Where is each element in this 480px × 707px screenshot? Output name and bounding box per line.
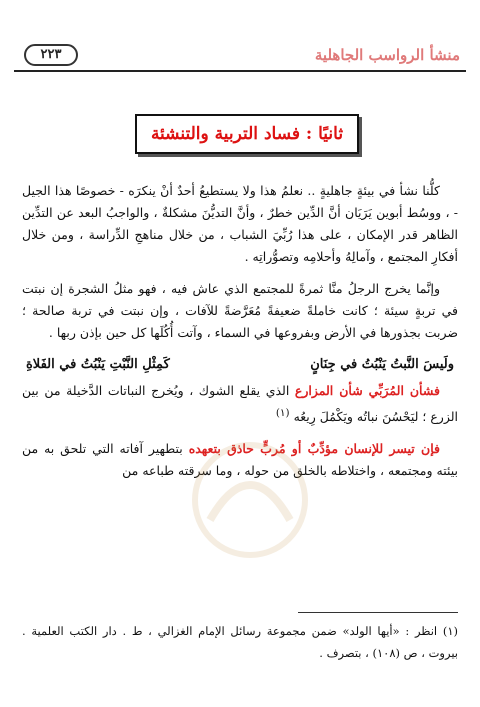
- paragraph-1: كلُّنا نشأ في بيئةٍ جاهليةٍ .. نعلمُ هذا ولا يستطيعُ أحدٌ أنْ ينكرَه - خصوصًا هذا الجيل - ، ووسُط أبوين يَرَيَان أنَّ الدِّين خطرٌ ، وأنَّ التديُّنَ مشكلةٌ ، والواجبُ البعد عن التدِّين الظاهر قدر الإمكان ، على هذا رُبِّيَ الشباب ، من خلال مناهجِ الدِّراسة ، ومن خلال أفكارِ المجتمع ، وآمالِهُ وأحلامِه وتصوُّراتِه .: [22, 183, 458, 264]
- body-text: [22, 180, 458, 492]
- paragraph-4: [22, 438, 458, 482]
- paragraph-3-text: الذي يقلع الشوك ، ويُخرج النباتات الدَّخيلة من بين الزرع ؛ ليَحْسُنَ نباتُه ويَكْمُلَ رِيعُه: [22, 383, 458, 425]
- poetry-verse: [22, 354, 458, 376]
- running-title: منشأ الرواسب الجاهلية: [314, 46, 460, 64]
- footnote-ref: (١): [275, 407, 290, 419]
- page-header: [14, 44, 466, 72]
- paragraph-2: وإنَّما يخرج الرجلُ منَّا ثمرةً للمجتمع الذي عاش فيه ، فهو مثلُ الشجرة إن نبتت في تربةٍ سيئة ؛ كانت خاملةً ضعيفةً مُعَرَّضةً للآفات ، وإن نبتت في تربة صالحة ؛ ضربت بجذورها في الأرض وبفروعها في السماء ، وآتت أُكُلَها كل حين بإذن ربها .: [22, 281, 458, 340]
- footnote-divider: [298, 612, 458, 613]
- paragraph-4-text: بتطهير آفاته التي تلحق به من بيئته ومجتمعه ، واختلاطه بالخلق من حوله ، وما سرقته طباعه من: [22, 441, 458, 479]
- paragraph-3: [22, 380, 458, 428]
- section-title: ثانيًا : فساد التربية والتنشئة: [135, 114, 359, 154]
- page-number: ٢٢٣: [24, 44, 78, 66]
- footnote: (١) انظر : «أيها الولد» ضمن مجموعة رسائل الإمام الغزالي ، ط . دار الكتب العلمية . بيروت ، ص (١٠٨) ، بتصرف .: [22, 624, 458, 660]
- highlighted-phrase: فشأن المُرَبِّي شأن المزارع: [294, 383, 440, 398]
- verse-first-hemistich: ولَيسَ النَّبتُ يَنْبُتُ في جِنَانٍ: [310, 357, 454, 372]
- verse-second-hemistich: كَمِثْلِ النَّبْتِ يَنْبُتُ في الفَلاةِ: [26, 357, 170, 372]
- highlighted-phrase-2: فإن تيسر للإنسان مؤدِّبٌ أو مُربٍّ حاذق بتعهده: [188, 441, 441, 457]
